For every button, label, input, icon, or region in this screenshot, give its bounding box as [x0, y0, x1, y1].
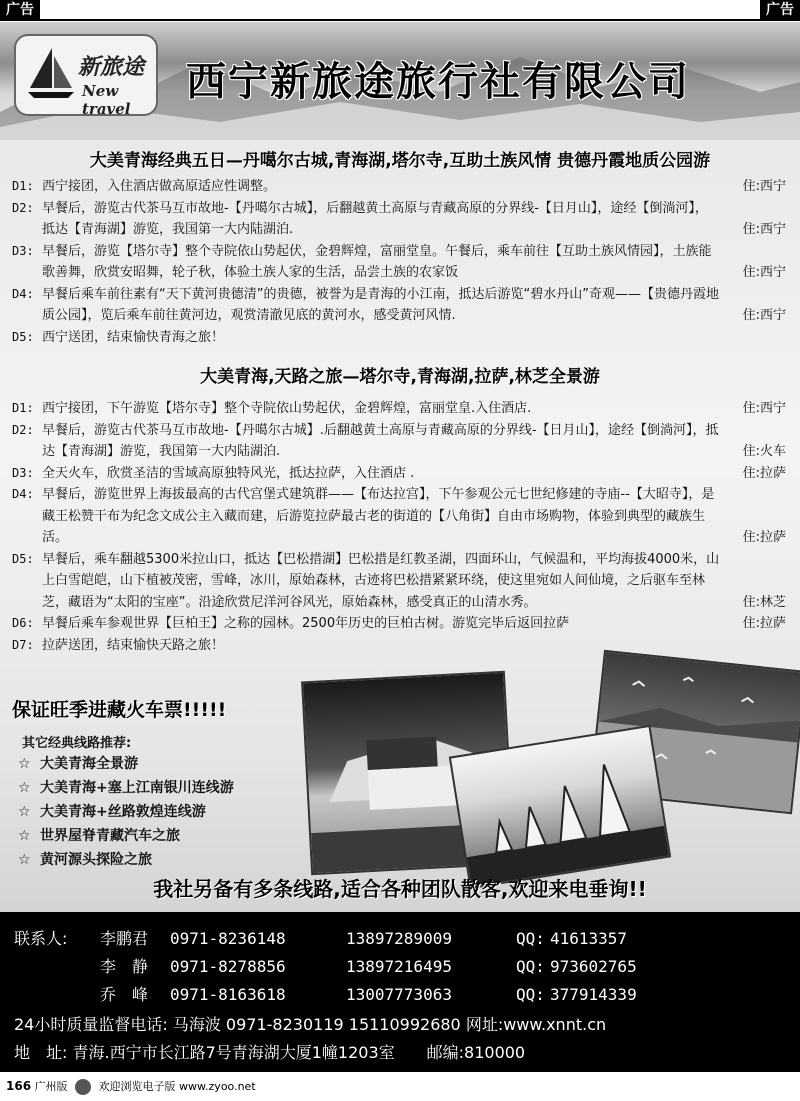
- contact-row: [14, 982, 637, 1005]
- ad-tag-right: 广告: [760, 0, 800, 20]
- day-label: D7:: [12, 637, 34, 652]
- route-item: [18, 752, 234, 776]
- contact-qq: 41613357: [550, 929, 628, 948]
- header-banner: [0, 22, 800, 140]
- stay-location: 住:西宁: [742, 179, 786, 194]
- contact-mobile: 13897289009: [346, 929, 452, 948]
- contact-row: [14, 926, 627, 949]
- company-name: 西宁新旅途旅行社有限公司: [186, 59, 690, 105]
- day-text: 早餐后，游览古代茶马互市故地-【丹噶尔古城】，后翻越黄土高原与青藏高原的分界线-【日月山】，途经【倒淌河】，抵达【青海湖】游览，我国第一大内陆湖泊.: [42, 200, 708, 237]
- slogan: 我社另备有多条线路,适合各种团队散客,欢迎来电垂询!!: [153, 877, 647, 901]
- stay-location: 住:西宁: [742, 222, 786, 237]
- itinerary-day: [12, 484, 786, 549]
- tour2-title: 大美青海,天路之旅—塔尔寺,青海湖,拉萨,林芝全景游: [200, 367, 600, 387]
- stay-location: 住:西宁: [742, 401, 786, 416]
- day-label: D3:: [12, 465, 34, 480]
- itinerary-day: [12, 463, 786, 485]
- route-label: 大美青海+丝路敦煌连线游: [40, 804, 206, 820]
- contact-tel: 0971-8163618: [170, 985, 286, 1004]
- page-footer: [0, 1072, 800, 1100]
- route-item: [18, 824, 234, 848]
- stay-location: 住:拉萨: [742, 465, 786, 481]
- stay-location: 住:林芝: [742, 594, 786, 610]
- contact-qq-label: QQ:: [516, 929, 545, 948]
- contact-qq-label: QQ:: [516, 985, 545, 1004]
- tour1-title: 大美青海经典五日—丹噶尔古城,青海湖,塔尔寺,互助土族风情 贵德丹霞地质公园游: [89, 151, 711, 171]
- contact-qq: 377914339: [550, 985, 637, 1004]
- sailboat-icon: [26, 46, 76, 100]
- itinerary-day: [12, 327, 786, 349]
- other-routes-list: [18, 752, 234, 872]
- itinerary-day: [12, 241, 786, 284]
- route-label: 大美青海+塞上江南银川连线游: [40, 780, 234, 796]
- day-label: D3:: [12, 243, 34, 258]
- top-rule: [0, 19, 800, 21]
- edition-label: 广州版: [34, 1080, 68, 1093]
- page-number: 166: [6, 1079, 32, 1093]
- itinerary-day: [12, 549, 786, 614]
- contact-name: 乔 峰: [100, 985, 149, 1004]
- other-routes-title: 其它经典线路推荐:: [22, 736, 132, 751]
- route-label: 黄河源头探险之旅: [40, 852, 152, 868]
- logo-english-text: New travel: [82, 82, 131, 118]
- quality-hotline: 24小时质量监督电话: 马海波 0971-8230119 15110992680 网址:www.xnnt.cn: [14, 1015, 607, 1034]
- day-text: 早餐后，乘车翻越5300米拉山口，抵达【巴松措湖】巴松措是红教圣湖，四面环山，气候温和，平均海拔4000米，山上白雪皑皑，山下植被茂密，雪峰，冰川，原始森林，古迹将巴松措紧紧环绕，使这里宛如人间仙境，之后驱车至林芝，藏语为“太阳的宝座”。沿途欣赏尼洋河谷风光，原始森林，感受真正的山清水秀。: [42, 551, 720, 610]
- star-icon: ☆: [18, 828, 31, 844]
- route-item: [18, 776, 234, 800]
- day-text: 西宁接团，入住酒店做高原适应性调整。: [42, 179, 277, 194]
- day-label: D5:: [12, 551, 34, 566]
- route-item: [18, 800, 234, 824]
- itinerary-day: [12, 398, 786, 420]
- contact-tel: 0971-8236148: [170, 929, 286, 948]
- day-text: 西宁送团，结束愉快青海之旅！: [42, 329, 225, 345]
- contact-mobile: 13007773063: [346, 985, 452, 1004]
- route-item: [18, 848, 234, 872]
- footer-text: 欢迎浏览电子版 www.zyoo.net: [98, 1080, 256, 1093]
- route-label: 大美青海全景游: [40, 756, 138, 772]
- star-icon: ☆: [18, 756, 31, 772]
- day-label: D4:: [12, 286, 34, 301]
- route-label: 世界屋脊青藏汽车之旅: [40, 828, 180, 844]
- contact-name: 李鹏君: [100, 929, 149, 948]
- contact-panel: [0, 912, 800, 1072]
- stay-location: 住:拉萨: [742, 616, 786, 631]
- contact-qq: 973602765: [550, 957, 637, 976]
- tour1-itinerary: [12, 176, 786, 348]
- contact-mobile: 13897216495: [346, 957, 452, 976]
- company-logo: [14, 34, 158, 116]
- day-label: D1:: [12, 179, 34, 193]
- day-label: D1:: [12, 401, 34, 415]
- company-address: 地 址: 青海.西宁市长江路7号青海湖大厦1幢1203室 邮编:810000: [14, 1043, 526, 1062]
- stay-location: 住:拉萨: [742, 530, 786, 545]
- day-text: 全天火车，欣赏圣洁的雪域高原独特风光，抵达拉萨，入住酒店 .: [42, 465, 415, 481]
- day-label: D4:: [12, 487, 34, 501]
- itinerary-day: [12, 635, 786, 657]
- star-icon: ☆: [18, 780, 31, 796]
- star-icon: ☆: [18, 852, 31, 868]
- itinerary-day: [12, 420, 786, 463]
- tour2-itinerary: [12, 398, 786, 656]
- day-text: 西宁接团，下午游览【塔尔寺】整个寺院依山势起伏，金碧辉煌，富丽堂皇.入住酒店.: [42, 401, 532, 416]
- contact-row: [14, 954, 637, 977]
- day-text: 早餐后，游览古代茶马互市故地-【丹噶尔古城】.后翻越黄土高原与青藏高原的分界线-【日月山】，途经【倒淌河】，抵达【青海湖】游览，我国第一大内陆湖泊.: [42, 422, 719, 459]
- contact-name: 李 静: [100, 957, 149, 976]
- stay-location: 住:火车: [742, 444, 786, 459]
- day-label: D2:: [12, 200, 34, 215]
- contact-qq-label: QQ:: [516, 957, 545, 976]
- day-label: D2:: [12, 422, 34, 437]
- day-text: 早餐后乘车前往素有“天下黄河贵德清”的贵德，被誉为是青海的小江南，抵达后游览“碧水丹山”奇观——【贵德丹霞地质公园】，览后乘车前往黄河边，观赏清澈见底的黄河水，感受黄河风情.: [42, 286, 719, 323]
- itinerary-day: [12, 284, 786, 327]
- day-text: 早餐后乘车参观世界【巨柏王】之称的园林。2500年历史的巨柏古树。游览完毕后返回拉萨: [42, 616, 570, 631]
- itinerary-day: [12, 613, 786, 635]
- day-text: 拉萨送团，结束愉快天路之旅！: [42, 637, 225, 653]
- star-icon: ☆: [18, 804, 31, 820]
- day-text: 早餐后，游览世界上海拔最高的古代宫堡式建筑群——【布达拉宫】，下午参观公元七世纪修建的寺庙--【大昭寺】，是藏王松赞干布为纪念文成公主入藏而建，后游览拉萨最古老的街道的【八角街】自由市场购物，体验到典型的藏族生活。: [42, 487, 715, 545]
- stay-location: 住:西宁: [742, 308, 786, 323]
- itinerary-day: [12, 176, 786, 198]
- train-ticket-guarantee: 保证旺季进藏火车票!!!!!: [12, 699, 227, 721]
- day-label: D5:: [12, 329, 34, 344]
- contact-label: 联系人:: [14, 929, 68, 948]
- ad-tag-left: 广告: [0, 0, 40, 20]
- publisher-logo-icon: [75, 1079, 91, 1095]
- day-label: D6:: [12, 616, 34, 630]
- itinerary-day: [12, 198, 786, 241]
- day-text: 早餐后，游览【塔尔寺】整个寺院依山势起伏，金碧辉煌，富丽堂皇。午餐后，乘车前往【互助土族风情园】，土族能歌善舞，欣赏安昭舞，轮子秋，体验土族人家的生活，品尝土族的农家饭: [42, 243, 712, 280]
- logo-chinese-text: 新旅途: [78, 54, 145, 80]
- stay-location: 住:西宁: [742, 265, 786, 280]
- contact-tel: 0971-8278856: [170, 957, 286, 976]
